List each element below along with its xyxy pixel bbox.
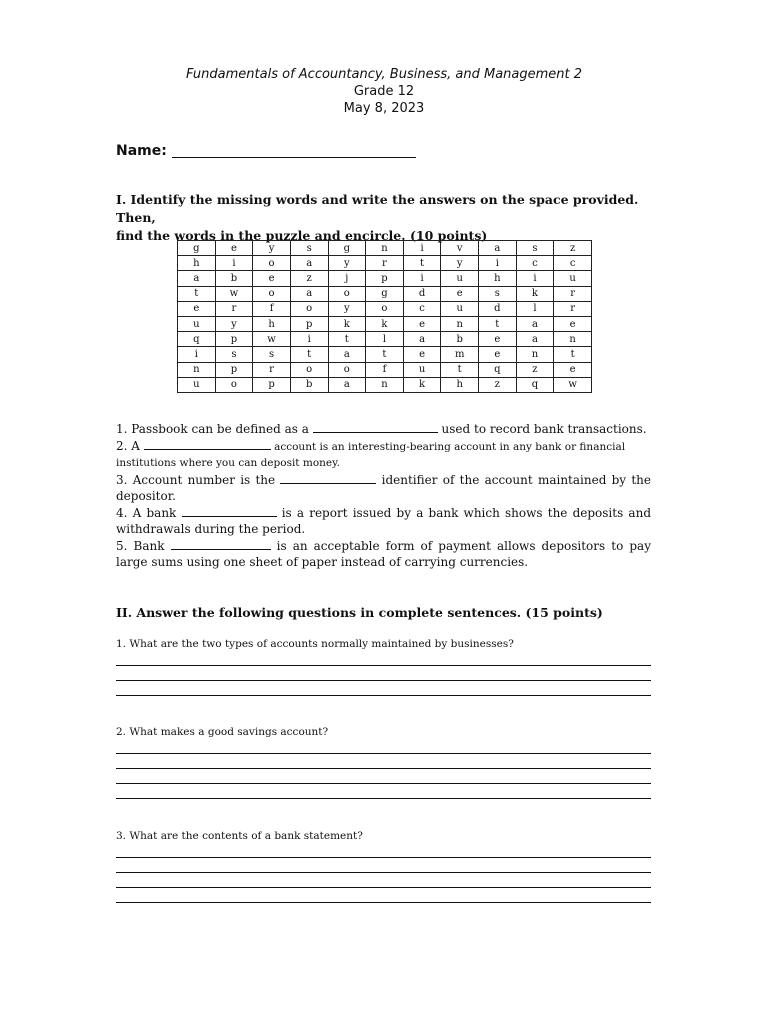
puzzle-cell[interactable]: q xyxy=(479,362,517,377)
puzzle-row xyxy=(178,316,592,331)
puzzle-cell[interactable]: h xyxy=(441,377,479,392)
puzzle-row xyxy=(178,256,592,271)
puzzle-cell[interactable]: a xyxy=(403,332,441,347)
puzzle-cell[interactable]: e xyxy=(441,286,479,301)
puzzle-cell[interactable]: k xyxy=(403,377,441,392)
puzzle-cell[interactable]: i xyxy=(516,271,554,286)
answer-line[interactable] xyxy=(116,872,651,873)
puzzle-cell[interactable]: t xyxy=(366,347,404,362)
puzzle-cell[interactable]: w xyxy=(554,377,592,392)
puzzle-cell[interactable]: t xyxy=(178,286,216,301)
puzzle-cell[interactable]: f xyxy=(366,362,404,377)
answer-line[interactable] xyxy=(116,887,651,888)
answer-line[interactable] xyxy=(116,798,651,799)
answer-blank[interactable] xyxy=(182,505,277,517)
question-4: 4. A bank is a report issued by a bank which shows the deposits and withdrawals during the period. xyxy=(116,505,651,536)
puzzle-cell[interactable]: c xyxy=(554,256,592,271)
grade-label: Grade 12 xyxy=(353,84,415,99)
puzzle-cell[interactable]: d xyxy=(403,286,441,301)
puzzle-row xyxy=(178,301,592,316)
puzzle-cell[interactable]: e xyxy=(554,362,592,377)
puzzle-cell[interactable]: y xyxy=(328,301,366,316)
puzzle-cell[interactable]: t xyxy=(290,347,328,362)
puzzle-cell[interactable]: d xyxy=(479,301,517,316)
puzzle-cell[interactable]: o xyxy=(366,301,404,316)
section-1-heading xyxy=(116,191,652,245)
puzzle-cell[interactable]: o xyxy=(215,377,253,392)
puzzle-cell[interactable]: q xyxy=(516,377,554,392)
puzzle-cell[interactable]: u xyxy=(554,271,592,286)
puzzle-cell[interactable]: a xyxy=(479,241,517,256)
puzzle-cell[interactable]: o xyxy=(328,286,366,301)
puzzle-cell[interactable]: p xyxy=(253,377,291,392)
puzzle-cell[interactable]: h xyxy=(178,256,216,271)
puzzle-cell[interactable]: y xyxy=(328,256,366,271)
open-question-1: 1. What are the two types of accounts normally maintained by businesses? xyxy=(116,638,514,650)
puzzle-cell[interactable]: g xyxy=(178,241,216,256)
puzzle-cell[interactable]: e xyxy=(403,316,441,331)
puzzle-cell[interactable]: r xyxy=(554,286,592,301)
puzzle-cell[interactable]: o xyxy=(290,362,328,377)
puzzle-row xyxy=(178,362,592,377)
puzzle-cell[interactable]: u xyxy=(178,316,216,331)
puzzle-row xyxy=(178,347,592,362)
puzzle-cell[interactable]: v xyxy=(441,241,479,256)
puzzle-cell[interactable]: e xyxy=(479,332,517,347)
puzzle-row xyxy=(178,332,592,347)
puzzle-cell[interactable]: s xyxy=(215,347,253,362)
puzzle-cell[interactable]: w xyxy=(215,286,253,301)
puzzle-cell[interactable]: l xyxy=(366,332,404,347)
puzzle-cell[interactable]: l xyxy=(516,301,554,316)
puzzle-cell[interactable]: p xyxy=(215,362,253,377)
puzzle-cell[interactable]: o xyxy=(253,286,291,301)
question-3: 3. Account number is the identifier of the account maintained by the depositor. xyxy=(116,472,652,503)
puzzle-cell[interactable]: b xyxy=(441,332,479,347)
puzzle-cell[interactable]: z xyxy=(516,362,554,377)
puzzle-cell[interactable]: c xyxy=(516,256,554,271)
puzzle-row xyxy=(178,377,592,392)
puzzle-cell[interactable]: h xyxy=(479,271,517,286)
puzzle-cell[interactable]: n xyxy=(516,347,554,362)
puzzle-cell[interactable]: y xyxy=(253,241,291,256)
puzzle-cell[interactable]: o xyxy=(253,256,291,271)
puzzle-cell[interactable]: r xyxy=(215,301,253,316)
puzzle-cell[interactable]: k xyxy=(366,316,404,331)
puzzle-cell[interactable]: z xyxy=(554,241,592,256)
puzzle-cell[interactable]: t xyxy=(441,362,479,377)
puzzle-cell[interactable]: u xyxy=(403,362,441,377)
puzzle-cell[interactable]: e xyxy=(178,301,216,316)
puzzle-row xyxy=(178,271,592,286)
puzzle-cell[interactable]: h xyxy=(253,316,291,331)
puzzle-cell[interactable]: n xyxy=(366,241,404,256)
puzzle-cell[interactable]: a xyxy=(290,256,328,271)
puzzle-cell[interactable]: i xyxy=(479,256,517,271)
answer-line[interactable] xyxy=(116,857,651,858)
puzzle-cell[interactable]: n xyxy=(178,362,216,377)
answer-line[interactable] xyxy=(116,665,651,666)
puzzle-cell[interactable]: s xyxy=(290,241,328,256)
puzzle-cell[interactable]: o xyxy=(328,362,366,377)
puzzle-cell[interactable]: i xyxy=(403,241,441,256)
puzzle-cell[interactable]: e xyxy=(403,347,441,362)
word-search-puzzle[interactable] xyxy=(177,240,592,393)
open-question-3: 3. What are the contents of a bank statement? xyxy=(116,830,363,842)
puzzle-cell[interactable]: z xyxy=(290,271,328,286)
name-blank[interactable] xyxy=(172,157,416,158)
puzzle-cell[interactable]: e xyxy=(253,271,291,286)
fill-in-questions xyxy=(116,421,651,571)
answer-line[interactable] xyxy=(116,902,651,903)
puzzle-cell[interactable]: a xyxy=(516,316,554,331)
answer-blank[interactable] xyxy=(313,421,438,433)
puzzle-cell[interactable]: e xyxy=(479,347,517,362)
puzzle-cell[interactable]: k xyxy=(516,286,554,301)
answer-line[interactable] xyxy=(116,768,651,769)
section-1-heading-line-1: I. Identify the missing words and write the answers on the space provided. Then, xyxy=(116,192,639,225)
puzzle-cell[interactable]: f xyxy=(253,301,291,316)
question-2: 2. A account is an interesting-bearing account in any bank or financial institutions where you can deposit money. xyxy=(116,438,626,469)
puzzle-cell[interactable]: g xyxy=(328,241,366,256)
question-1: 1. Passbook can be defined as a used to record bank transactions. xyxy=(116,422,647,436)
puzzle-cell[interactable]: t xyxy=(479,316,517,331)
answer-line[interactable] xyxy=(116,695,651,696)
puzzle-cell[interactable]: r xyxy=(253,362,291,377)
puzzle-cell[interactable]: n xyxy=(441,316,479,331)
open-question-2: 2. What makes a good savings account? xyxy=(116,726,329,738)
puzzle-cell[interactable]: c xyxy=(403,301,441,316)
puzzle-cell[interactable]: a xyxy=(516,332,554,347)
puzzle-cell[interactable]: g xyxy=(366,286,404,301)
puzzle-cell[interactable]: m xyxy=(441,347,479,362)
puzzle-cell[interactable]: p xyxy=(366,271,404,286)
answer-blank[interactable] xyxy=(171,538,271,550)
puzzle-cell[interactable]: e xyxy=(215,241,253,256)
puzzle-cell[interactable]: s xyxy=(253,347,291,362)
puzzle-cell[interactable]: i xyxy=(290,332,328,347)
puzzle-cell[interactable]: i xyxy=(215,256,253,271)
answer-line[interactable] xyxy=(116,680,651,681)
answer-blank[interactable] xyxy=(144,438,271,450)
puzzle-cell[interactable]: n xyxy=(366,377,404,392)
puzzle-cell[interactable]: n xyxy=(554,332,592,347)
puzzle-cell[interactable]: o xyxy=(290,301,328,316)
section-1-heading-line-2: find the words in the puzzle and encircle. (10 points) xyxy=(116,228,488,243)
puzzle-cell[interactable]: a xyxy=(328,377,366,392)
puzzle-cell[interactable]: e xyxy=(554,316,592,331)
puzzle-cell[interactable]: s xyxy=(479,286,517,301)
puzzle-cell[interactable]: r xyxy=(366,256,404,271)
puzzle-cell[interactable]: y xyxy=(215,316,253,331)
puzzle-cell[interactable]: y xyxy=(441,256,479,271)
answer-line[interactable] xyxy=(116,753,651,754)
puzzle-cell[interactable]: s xyxy=(516,241,554,256)
puzzle-cell[interactable]: z xyxy=(479,377,517,392)
name-label: Name: xyxy=(116,143,167,159)
puzzle-cell[interactable]: t xyxy=(554,347,592,362)
puzzle-cell[interactable]: u xyxy=(178,377,216,392)
puzzle-cell[interactable]: k xyxy=(328,316,366,331)
date-label: May 8, 2023 xyxy=(343,101,425,116)
puzzle-cell[interactable]: i xyxy=(403,271,441,286)
puzzle-cell[interactable]: q xyxy=(178,332,216,347)
puzzle-cell[interactable]: a xyxy=(328,347,366,362)
puzzle-cell[interactable]: b xyxy=(215,271,253,286)
puzzle-cell[interactable]: w xyxy=(253,332,291,347)
answer-blank[interactable] xyxy=(280,472,376,484)
puzzle-cell[interactable]: u xyxy=(441,271,479,286)
question-5: 5. Bank is an acceptable form of payment allows depositors to pay large sums using one sheet of paper instead of carrying currencies. xyxy=(116,538,651,569)
puzzle-cell[interactable]: p xyxy=(215,332,253,347)
puzzle-cell[interactable]: a xyxy=(178,271,216,286)
puzzle-cell[interactable]: j xyxy=(328,271,366,286)
puzzle-cell[interactable]: i xyxy=(178,347,216,362)
document-title: Fundamentals of Accountancy, Business, and Management 2 xyxy=(185,67,583,82)
puzzle-cell[interactable]: t xyxy=(328,332,366,347)
puzzle-row xyxy=(178,241,592,256)
answer-line[interactable] xyxy=(116,783,651,784)
puzzle-row xyxy=(178,286,592,301)
puzzle-cell[interactable]: b xyxy=(290,377,328,392)
section-2-heading: II. Answer the following questions in complete sentences. (15 points) xyxy=(116,605,603,620)
puzzle-cell[interactable]: a xyxy=(290,286,328,301)
puzzle-cell[interactable]: r xyxy=(554,301,592,316)
puzzle-cell[interactable]: t xyxy=(403,256,441,271)
puzzle-cell[interactable]: u xyxy=(441,301,479,316)
puzzle-cell[interactable]: p xyxy=(290,316,328,331)
